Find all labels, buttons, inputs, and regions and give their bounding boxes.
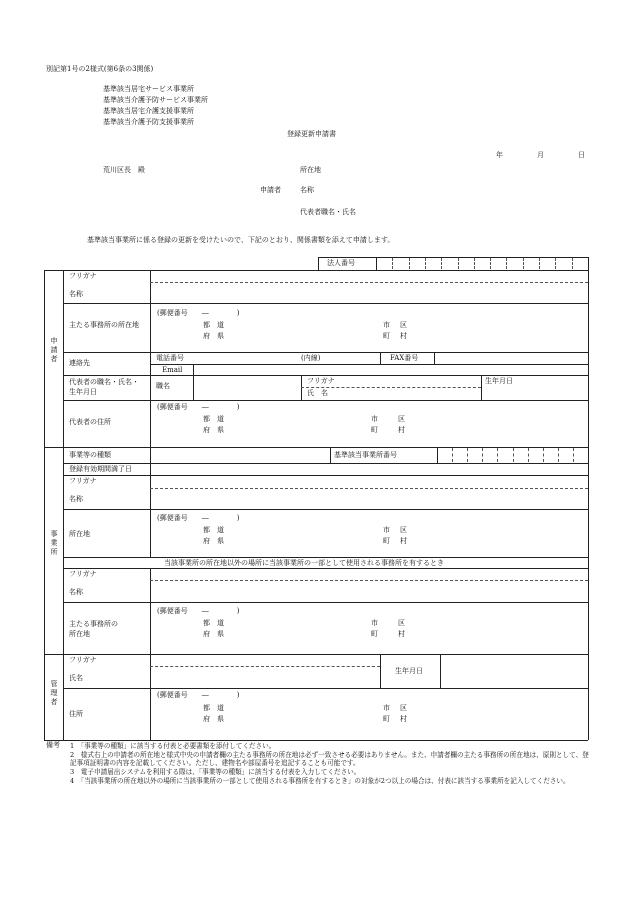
other-pref-fu: 府	[203, 630, 210, 638]
note-4: 4 「当該事業所の所在地以外の場所に当該事業所の一部として使用される事務所を有するとき」の対象が2つ以上の場合は、付表に該当する事業所を記入してください。	[70, 777, 570, 785]
rep-city-cho: 町	[371, 426, 378, 434]
city-ku: 区	[400, 321, 407, 329]
digit-divider	[528, 448, 529, 462]
other-office-heading: 当該事業所の所在地以外の場所に当該事業所の一部として使用される事務所を有するとき	[164, 559, 444, 567]
rep-pref-ken: 県	[217, 426, 224, 434]
digit-divider	[425, 258, 426, 269]
other-pref-do: 道	[217, 619, 224, 627]
manager-pref-ken: 県	[217, 715, 224, 723]
date-year: 年	[496, 151, 503, 159]
applicant-label: 申請者	[260, 186, 281, 194]
rep-pref-to: 都	[203, 415, 210, 423]
rep-postal-label: (郵便番号 ― )	[157, 403, 240, 411]
office-furigana-label: フリガナ	[69, 477, 97, 485]
expiry-label: 登録有効期間満了日	[69, 465, 132, 473]
manager-postal-label: (郵便番号 ― )	[157, 691, 240, 699]
rep-pref-do: 道	[217, 415, 224, 423]
email-label: Email	[162, 366, 183, 374]
other-city-cho: 町	[371, 630, 378, 638]
office-city-shi: 市	[383, 526, 390, 534]
office-location-label: 所在地	[69, 530, 90, 538]
other-city-son: 村	[398, 630, 405, 638]
date-month: 月	[537, 151, 544, 159]
manager-city-cho: 町	[383, 715, 390, 723]
digit-divider	[458, 258, 459, 269]
date-day: 日	[578, 151, 585, 159]
page-title: 登録更新申請書	[287, 130, 336, 138]
digit-divider	[543, 448, 544, 462]
main-office-label: 主たる事務所の所在地	[69, 321, 139, 329]
manager-pref-do: 道	[217, 704, 224, 712]
business-type-2: 基準該当介護予防サービス事業所	[103, 96, 208, 104]
section-applicant: 申請者	[50, 337, 58, 363]
fax-label: FAX番号	[390, 354, 419, 362]
office-pref-to: 都	[203, 526, 210, 534]
office-city-son: 村	[400, 537, 407, 545]
other-name-label: 名称	[69, 588, 83, 596]
rep-info-label-2: 生年月日	[69, 388, 97, 396]
manager-birthdate-label: 生年月日	[395, 667, 423, 675]
pref-fu: 府	[203, 332, 210, 340]
form-number: 別記第1号の2様式(第6条の3関係)	[46, 65, 154, 73]
business-type-3: 基準該当居宅介護支援事業所	[103, 107, 194, 115]
city-shi: 市	[383, 321, 390, 329]
rep-info-label-1: 代表者の職名・氏名・	[69, 378, 139, 386]
manager-city-son: 村	[400, 715, 407, 723]
rep-city-ku: 区	[398, 415, 405, 423]
corp-number-label: 法人番号	[327, 259, 355, 267]
other-city-ku: 区	[398, 619, 405, 627]
main-office-address-input[interactable]	[151, 304, 587, 351]
city-cho: 町	[383, 332, 390, 340]
office-city-ku: 区	[400, 526, 407, 534]
other-postal-label: (郵便番号 ― )	[157, 607, 240, 615]
digit-divider	[555, 258, 556, 269]
digit-divider	[497, 448, 498, 462]
pref-do: 道	[217, 321, 224, 329]
addressee: 荒川区長 殿	[103, 166, 145, 174]
digit-divider	[409, 258, 410, 269]
phone-label: 電話番号	[156, 354, 184, 362]
other-main-office-label-2: 所在地	[69, 630, 90, 638]
office-city-cho: 町	[383, 537, 390, 545]
pref-to: 都	[203, 321, 210, 329]
digit-divider	[474, 258, 475, 269]
rep-name-label: 氏 名	[307, 389, 328, 397]
contact-label: 連絡先	[69, 359, 90, 367]
city-son: 村	[400, 332, 407, 340]
office-postal-label: (郵便番号 ― )	[157, 514, 240, 522]
manager-name-label: 氏名	[69, 674, 83, 682]
office-number-label: 基準該当事業所番号	[334, 451, 397, 459]
office-pref-ken: 県	[217, 537, 224, 545]
rep-birthdate-label: 生年月日	[485, 377, 513, 385]
postal-label: (郵便番号 ― )	[157, 309, 240, 317]
applicant-name-input[interactable]	[151, 283, 587, 302]
applicant-name-label: 名称	[69, 290, 83, 298]
notes-label: 備考	[46, 741, 60, 749]
digit-divider	[573, 448, 574, 462]
digit-divider	[513, 448, 514, 462]
digit-divider	[392, 258, 393, 269]
digit-divider	[441, 258, 442, 269]
other-pref-to: 都	[203, 619, 210, 627]
note-1: 1 「事業等の種類」に該当する付表と必要書類を添付してください。	[70, 742, 276, 750]
office-pref-do: 道	[217, 526, 224, 534]
other-main-office-label-1: 主たる事務所の	[69, 620, 118, 628]
office-name-label: 名称	[69, 495, 83, 503]
business-type-1: 基準該当居宅サービス事業所	[103, 85, 194, 93]
office-pref-fu: 府	[203, 537, 210, 545]
digit-divider	[572, 258, 573, 269]
manager-pref-fu: 府	[203, 715, 210, 723]
note-2: 2 様式右上の申請者の所在地と様式中央の申請者欄の主たる事務所の所在地は必ず一致させる必要はありません。また、申請者欄の主たる事務所の所在地は、原則として、登記事項証明書の内容を記載してください。ただし、建物名や部屋番号を追記することも可能です。	[70, 751, 589, 768]
intro-text: 基準該当事業所に係る登録の更新を受けたいので、下記のとおり、関係書類を添えて申請します。	[87, 236, 395, 244]
digit-divider	[452, 448, 453, 462]
furigana-label: フリガナ	[69, 272, 97, 280]
manager-pref-to: 都	[203, 704, 210, 712]
other-pref-ken: 県	[217, 630, 224, 638]
manager-furigana-label: フリガナ	[69, 656, 97, 664]
section-office: 事業所	[50, 530, 58, 556]
rep-city-shi: 市	[371, 415, 378, 423]
rep-address-label: 代表者の住所	[69, 418, 111, 426]
rep-furigana-label: フリガナ	[307, 377, 335, 385]
extension-label: (内線)	[301, 354, 321, 362]
position-label: 職名	[156, 382, 170, 390]
note-3: 3 電子申請届出システムを利用する際は、「事業等の種類」に該当する付表を入力してください。	[70, 768, 361, 776]
digit-divider	[467, 448, 468, 462]
rep-pref-fu: 府	[203, 426, 210, 434]
business-type-label: 事業等の種類	[69, 451, 111, 459]
digit-divider	[539, 258, 540, 269]
manager-city-ku: 区	[400, 704, 407, 712]
digit-divider	[506, 258, 507, 269]
section-manager: 管理者	[50, 680, 58, 706]
digit-divider	[490, 258, 491, 269]
header-name-label: 名称	[300, 186, 314, 194]
other-furigana-label: フリガナ	[69, 570, 97, 578]
manager-address-label: 住所	[69, 710, 83, 718]
pref-ken: 県	[217, 332, 224, 340]
digit-divider	[558, 448, 559, 462]
digit-divider	[482, 448, 483, 462]
manager-city-shi: 市	[383, 704, 390, 712]
header-rep-label: 代表者職名・氏名	[300, 208, 356, 216]
digit-divider	[523, 258, 524, 269]
header-location-label: 所在地	[300, 166, 321, 174]
business-type-4: 基準該当介護予防支援事業所	[103, 118, 194, 126]
other-city-shi: 市	[371, 619, 378, 627]
rep-city-son: 村	[398, 426, 405, 434]
